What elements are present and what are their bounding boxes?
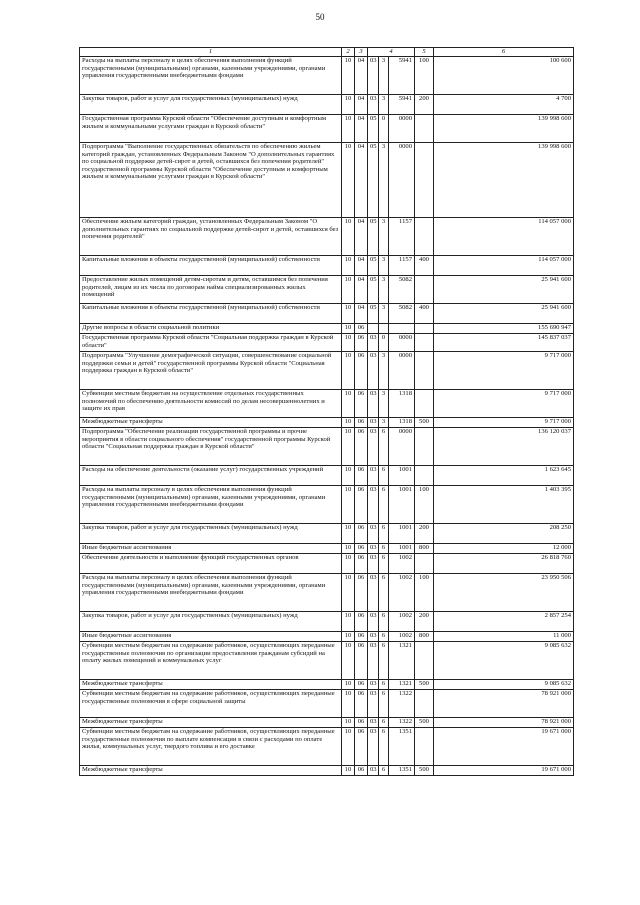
row-amount: 9 717 000 [434,352,574,390]
row-section: 10 [342,95,355,115]
row-expense-type: 200 [415,524,434,544]
row-program: 03 [368,554,379,574]
row-expense-type [415,352,434,390]
table-row [80,466,574,486]
row-expense-type: 500 [415,418,434,428]
row-program: 05 [368,143,379,218]
row-name: Закупка товаров, работ и услуг для государственных (муниципальных) нужд [80,524,342,544]
row-direction: 1002 [389,554,415,574]
row-direction: 1322 [389,718,415,728]
row-subprogram: 6 [379,524,389,544]
row-name: Субвенции местным бюджетам на осуществление отдельных государственных полномочий по обеспечению деятельности комиссий по делам несовершеннолетних и защите их прав [80,390,342,418]
row-amount: 12 000 [434,544,574,554]
row-program: 03 [368,352,379,390]
row-section: 10 [342,632,355,642]
row-program: 03 [368,766,379,776]
row-amount: 139 998 600 [434,115,574,143]
table-row [80,256,574,276]
row-subsection: 06 [355,554,368,574]
row-expense-type [415,690,434,718]
row-section: 10 [342,418,355,428]
row-subsection: 06 [355,680,368,690]
row-program: 05 [368,218,379,256]
row-section: 10 [342,690,355,718]
row-subprogram: 6 [379,612,389,632]
row-program: 03 [368,390,379,418]
row-subprogram: 3 [379,256,389,276]
table-row [80,324,574,334]
row-name: Субвенции местным бюджетам на содержание работников, осуществляющих переданные государственные полномочия по организации предоставления гражданам субсидий на оплату жилых помещений и коммунальных услуг [80,642,342,680]
row-program [368,324,379,334]
row-amount: 9 085 632 [434,642,574,680]
row-amount: 114 057 000 [434,256,574,276]
row-name: Обеспечение деятельности и выполнение функций государственных органов [80,554,342,574]
table-row [80,766,574,776]
row-direction: 1001 [389,466,415,486]
table-row [80,612,574,632]
row-amount: 1 623 645 [434,466,574,486]
row-section: 10 [342,143,355,218]
row-subprogram: 3 [379,218,389,256]
header-col-5: 5 [415,48,434,57]
row-direction: 5941 [389,57,415,95]
row-expense-type [415,642,434,680]
row-name: Подпрограмма "Улучшение демографической ситуации, совершенствование социальной поддержки семьи и детей" государственной программы Курской области "Социальная поддержка граждан в Курской области" [80,352,342,390]
row-subsection: 04 [355,218,368,256]
row-amount: 139 998 600 [434,143,574,218]
row-direction: 1351 [389,728,415,766]
row-section: 10 [342,324,355,334]
row-amount: 114 057 000 [434,218,574,256]
row-subsection: 04 [355,304,368,324]
row-program: 03 [368,544,379,554]
row-direction: 1351 [389,766,415,776]
row-expense-type [415,276,434,304]
row-amount: 78 921 000 [434,718,574,728]
row-section: 10 [342,680,355,690]
table-row [80,574,574,612]
row-subprogram: 6 [379,486,389,524]
row-section: 10 [342,574,355,612]
row-direction: 0000 [389,334,415,352]
table-body [80,57,574,776]
row-direction: 1321 [389,680,415,690]
table-row [80,418,574,428]
table-row [80,218,574,256]
row-section: 10 [342,466,355,486]
row-section: 10 [342,428,355,466]
row-program: 03 [368,486,379,524]
row-direction: 0000 [389,352,415,390]
row-program: 03 [368,680,379,690]
row-expense-type: 500 [415,718,434,728]
row-amount: 9 717 000 [434,390,574,418]
row-subprogram: 6 [379,718,389,728]
row-amount: 9 085 632 [434,680,574,690]
row-program: 03 [368,574,379,612]
table-row [80,554,574,574]
row-expense-type: 500 [415,766,434,776]
row-subsection: 06 [355,428,368,466]
row-section: 10 [342,115,355,143]
table-row [80,352,574,390]
row-direction: 5941 [389,95,415,115]
row-expense-type [415,466,434,486]
row-direction: 1321 [389,642,415,680]
table-header-row [80,48,574,57]
row-subsection: 04 [355,115,368,143]
row-name: Иные бюджетные ассигнования [80,544,342,554]
row-subprogram: 3 [379,276,389,304]
row-section: 10 [342,642,355,680]
header-col-6: 6 [434,48,574,57]
row-amount: 25 941 600 [434,276,574,304]
row-subsection: 06 [355,612,368,632]
row-name: Капитальные вложения в объекты государственной (муниципальной) собственности [80,256,342,276]
row-amount: 25 941 600 [434,304,574,324]
row-subprogram: 6 [379,544,389,554]
table-row [80,276,574,304]
table-row [80,428,574,466]
table-row [80,334,574,352]
row-program: 05 [368,256,379,276]
row-subprogram: 6 [379,690,389,718]
table-row [80,632,574,642]
row-name: Закупка товаров, работ и услуг для государственных (муниципальных) нужд [80,95,342,115]
row-program: 05 [368,115,379,143]
row-section: 10 [342,612,355,632]
row-subsection: 06 [355,642,368,680]
row-program: 03 [368,334,379,352]
row-expense-type [415,143,434,218]
row-amount: 145 837 037 [434,334,574,352]
row-section: 10 [342,524,355,544]
table-row [80,304,574,324]
row-name: Межбюджетные трансферты [80,418,342,428]
table-row [80,524,574,544]
row-expense-type: 200 [415,612,434,632]
row-subprogram: 6 [379,642,389,680]
row-subsection: 06 [355,390,368,418]
row-subprogram: 3 [379,352,389,390]
row-amount: 26 818 760 [434,554,574,574]
row-direction: 0000 [389,115,415,143]
row-program: 03 [368,418,379,428]
row-amount: 1 403 395 [434,486,574,524]
header-col-2: 2 [342,48,355,57]
row-subsection: 06 [355,690,368,718]
row-program: 03 [368,428,379,466]
row-program: 05 [368,304,379,324]
row-name: Государственная программа Курской области "Обеспечение доступным и комфортным жильем и коммунальными услугами граждан в Курской области" [80,115,342,143]
header-col-1: 1 [80,48,342,57]
row-program: 03 [368,57,379,95]
row-name: Расходы на выплаты персоналу в целях обеспечения выполнения функций государственными (муниципальными) органами, казенными учреждениями, органами управления государственными внебюджетными фондами [80,57,342,95]
row-direction: 1318 [389,418,415,428]
row-program: 03 [368,718,379,728]
row-direction: 5082 [389,276,415,304]
row-name: Предоставление жилых помещений детям-сиротам и детям, оставшимся без попечения родителей, лицам из их числа по договорам найма специализированных жилых помещений [80,276,342,304]
row-name: Закупка товаров, работ и услуг для государственных (муниципальных) нужд [80,612,342,632]
row-amount: 19 671 000 [434,766,574,776]
row-section: 10 [342,352,355,390]
row-subprogram: 3 [379,57,389,95]
row-direction: 5082 [389,304,415,324]
row-subsection: 06 [355,352,368,390]
row-expense-type [415,428,434,466]
row-subsection: 06 [355,718,368,728]
row-expense-type: 100 [415,486,434,524]
row-amount: 9 717 000 [434,418,574,428]
row-subsection: 04 [355,143,368,218]
row-section: 10 [342,718,355,728]
row-program: 03 [368,642,379,680]
row-expense-type: 100 [415,57,434,95]
row-subsection: 06 [355,466,368,486]
row-direction [389,324,415,334]
row-subsection: 06 [355,766,368,776]
table-row [80,642,574,680]
row-name: Иные бюджетные ассигнования [80,632,342,642]
row-program: 03 [368,632,379,642]
row-program: 03 [368,612,379,632]
row-subprogram: 0 [379,115,389,143]
row-direction: 1157 [389,218,415,256]
row-amount: 155 690 947 [434,324,574,334]
row-amount: 11 000 [434,632,574,642]
row-expense-type: 400 [415,256,434,276]
row-name: Субвенции местным бюджетам на содержание работников, осуществляющих переданные государственные полномочия по выплате компенсации в связи с расходами по оплате жилья, коммунальных услуг, твердого топлива и его доставке [80,728,342,766]
row-expense-type: 800 [415,544,434,554]
row-name: Обеспечение жильем категорий граждан, установленных Федеральным Законом "О дополнительных гарантиях по социальной поддержке детей-сирот и детей, оставшихся без попечения родителей" [80,218,342,256]
row-subprogram: 6 [379,766,389,776]
row-subsection: 06 [355,524,368,544]
row-name: Субвенции местным бюджетам на содержание работников, осуществляющих переданные государственные полномочия в сфере социальной защиты [80,690,342,718]
table-row [80,95,574,115]
table-row [80,544,574,554]
table-row [80,690,574,718]
row-amount: 2 857 254 [434,612,574,632]
row-subsection: 04 [355,57,368,95]
row-expense-type [415,728,434,766]
row-amount: 100 600 [434,57,574,95]
row-subsection: 06 [355,324,368,334]
row-expense-type [415,324,434,334]
table-row [80,718,574,728]
row-subprogram: 3 [379,143,389,218]
row-program: 03 [368,466,379,486]
row-subsection: 06 [355,728,368,766]
row-expense-type [415,554,434,574]
row-expense-type [415,115,434,143]
table-row [80,115,574,143]
table-row [80,390,574,418]
row-direction: 1002 [389,574,415,612]
row-section: 10 [342,334,355,352]
row-direction: 1001 [389,486,415,524]
row-program: 05 [368,276,379,304]
page-number: 50 [315,12,325,22]
row-expense-type: 500 [415,680,434,690]
header-col-3: 3 [355,48,368,57]
row-subprogram: 3 [379,95,389,115]
row-amount: 208 250 [434,524,574,544]
row-subsection: 04 [355,95,368,115]
row-name: Подпрограмма "Обеспечение реализации государственной программы и прочие мероприятия в области социального обеспечения" государственной программы Курской области "Социальная поддержка граждан в Курской области" [80,428,342,466]
row-direction: 1001 [389,524,415,544]
row-subsection: 06 [355,334,368,352]
row-program: 03 [368,728,379,766]
row-expense-type: 200 [415,95,434,115]
row-direction: 1002 [389,632,415,642]
row-subsection: 06 [355,486,368,524]
row-subprogram: 3 [379,304,389,324]
row-section: 10 [342,728,355,766]
row-name: Межбюджетные трансферты [80,680,342,690]
row-subprogram: 6 [379,428,389,466]
row-name: Подпрограмма "Выполнение государственных обязательств по обеспечению жильем категорий граждан, установленных Федеральным Законом "О дополнительных гарантиях по социальной поддержке детей-сирот и детей, оставшихся без попечения родителей" государственной программы Курской области "Обеспечение доступным и комфортным жильем и коммунальными услугами граждан в Курской области" [80,143,342,218]
row-subprogram: 3 [379,418,389,428]
row-subsection: 06 [355,418,368,428]
row-section: 10 [342,390,355,418]
row-section: 10 [342,486,355,524]
row-expense-type: 400 [415,304,434,324]
row-direction: 1157 [389,256,415,276]
row-expense-type [415,218,434,256]
row-expense-type [415,390,434,418]
table-row [80,486,574,524]
row-subprogram: 6 [379,728,389,766]
row-section: 10 [342,544,355,554]
row-subsection: 06 [355,632,368,642]
row-name: Государственная программа Курской области "Социальная поддержка граждан в Курской области" [80,334,342,352]
table-row [80,57,574,95]
table-row [80,680,574,690]
row-name: Межбюджетные трансферты [80,766,342,776]
row-program: 03 [368,524,379,544]
row-section: 10 [342,57,355,95]
row-direction: 0000 [389,143,415,218]
row-section: 10 [342,766,355,776]
row-direction: 1002 [389,612,415,632]
row-name: Расходы на обеспечение деятельности (оказание услуг) государственных учреждений [80,466,342,486]
row-name: Расходы на выплаты персоналу в целях обеспечения выполнения функций государственными (муниципальными) органами, казенными учреждениями, органами управления государственными внебюджетными фондами [80,574,342,612]
table-row [80,143,574,218]
row-amount: 78 921 000 [434,690,574,718]
row-subprogram: 6 [379,680,389,690]
row-section: 10 [342,276,355,304]
row-name: Капитальные вложения в объекты государственной (муниципальной) собственности [80,304,342,324]
row-amount: 23 950 506 [434,574,574,612]
row-subsection: 06 [355,574,368,612]
row-direction: 1322 [389,690,415,718]
row-section: 10 [342,218,355,256]
row-direction: 0000 [389,428,415,466]
row-section: 10 [342,304,355,324]
row-expense-type [415,334,434,352]
row-section: 10 [342,554,355,574]
row-subprogram [379,324,389,334]
row-subprogram: 6 [379,554,389,574]
row-direction: 1318 [389,390,415,418]
budget-table [79,47,574,776]
row-subprogram: 0 [379,334,389,352]
row-expense-type: 100 [415,574,434,612]
row-name: Расходы на выплаты персоналу в целях обеспечения выполнения функций государственными (муниципальными) органами, казенными учреждениями, органами управления государственными внебюджетными фондами [80,486,342,524]
row-name: Межбюджетные трансферты [80,718,342,728]
row-subprogram: 3 [379,390,389,418]
row-subprogram: 6 [379,466,389,486]
row-section: 10 [342,256,355,276]
table-row [80,728,574,766]
row-subprogram: 6 [379,574,389,612]
row-subsection: 06 [355,544,368,554]
row-subsection: 04 [355,256,368,276]
row-direction: 1001 [389,544,415,554]
row-name: Другие вопросы в области социальной политики [80,324,342,334]
row-expense-type: 800 [415,632,434,642]
row-amount: 136 120 037 [434,428,574,466]
header-col-4: 4 [368,48,415,57]
row-amount: 4 700 [434,95,574,115]
row-amount: 19 671 000 [434,728,574,766]
row-program: 03 [368,690,379,718]
row-program: 03 [368,95,379,115]
row-subprogram: 6 [379,632,389,642]
row-subsection: 04 [355,276,368,304]
